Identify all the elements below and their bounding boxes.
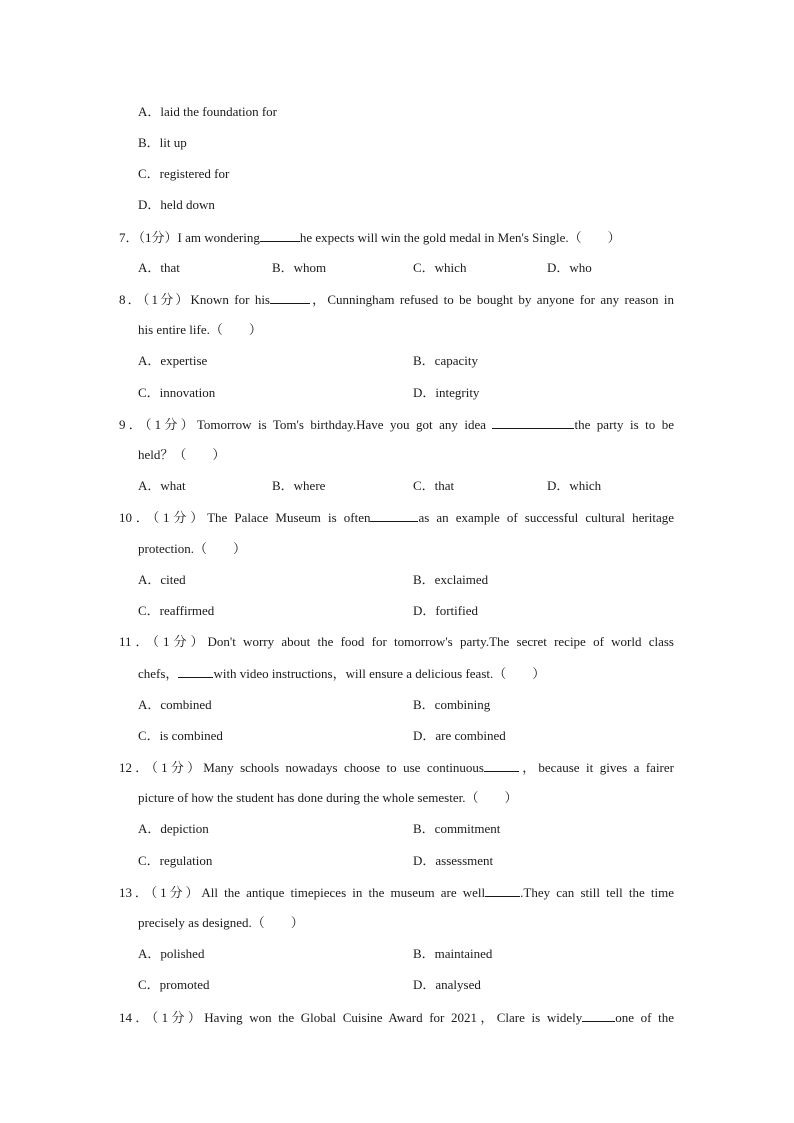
option-c: C．innovation: [138, 385, 216, 400]
option-c: C．is combined: [138, 728, 223, 743]
option-d: D．analysed: [413, 977, 481, 992]
question-11-stem: 11．（1分）Don't worry about the food for tomorrow's party.The secret recipe of world class: [119, 634, 674, 649]
option-c: C．promoted: [138, 977, 210, 992]
option-d: D．who: [547, 260, 592, 275]
option-c: C．regulation: [138, 853, 213, 868]
option-c: C．reaffirmed: [138, 603, 215, 618]
option-a: A．that: [138, 260, 180, 275]
option-b: B．commitment: [413, 821, 501, 836]
question-8-stem: 8．（1分）Known for his ，Cunningham refused to be bought by anyone for any reason in: [119, 292, 674, 307]
option-d: D．assessment: [413, 853, 494, 868]
option-a: A．expertise: [138, 353, 208, 368]
answer-blank: [270, 291, 310, 304]
option-a: A．combined: [138, 697, 212, 712]
option-b: B．combining: [413, 697, 491, 712]
question-10-stem: 10．（1分）The Palace Museum is often as an example of successful cultural heritage: [119, 510, 674, 525]
option-b: B．maintained: [413, 946, 493, 961]
option-b: B．where: [272, 478, 326, 493]
question-9-stem-cont: held？（ ）: [138, 447, 226, 462]
option-b: B．lit up: [138, 135, 187, 150]
option-c: C．registered for: [138, 166, 230, 181]
question-9-stem: 9．（1分）Tomorrow is Tom's birthday.Have you got any idea the party is to be: [119, 417, 674, 432]
option-a: A．laid the foundation for: [138, 104, 277, 119]
answer-blank: [582, 1009, 615, 1022]
question-10-stem-cont: protection.（ ）: [138, 541, 246, 556]
question-12-stem: 12．（1分）Many schools nowadays choose to use continuous ，because it gives a fairer: [119, 760, 674, 775]
question-12-stem-cont: picture of how the student has done during the whole semester.（ ）: [138, 790, 518, 805]
option-a: A．depiction: [138, 821, 209, 836]
option-a: A．what: [138, 478, 186, 493]
option-c: C．which: [413, 260, 467, 275]
question-7-stem: 7．（1分）I am wondering he expects will win the gold medal in Men's Single.（ ）: [119, 230, 621, 245]
question-11-stem-cont: chefs， with video instructions，will ensure a delicious feast.（ ）: [138, 666, 546, 681]
option-d: D．fortified: [413, 603, 478, 618]
option-b: B．exclaimed: [413, 572, 489, 587]
option-d: D．which: [547, 478, 602, 493]
option-a: A．polished: [138, 946, 205, 961]
option-d: D．integrity: [413, 385, 480, 400]
option-b: B．capacity: [413, 353, 478, 368]
answer-blank: [484, 759, 519, 772]
answer-blank: [485, 884, 520, 897]
answer-blank: [178, 665, 213, 678]
answer-blank: [260, 229, 300, 242]
option-b: B．whom: [272, 260, 327, 275]
answer-blank: [370, 509, 418, 522]
option-a: A．cited: [138, 572, 186, 587]
question-8-stem-cont: his entire life.（ ）: [138, 322, 262, 337]
option-d: D．are combined: [413, 728, 506, 743]
option-d: D．held down: [138, 197, 215, 212]
option-c: C．that: [413, 478, 455, 493]
question-13-stem: 13．（1分）All the antique timepieces in the museum are well .They can still tell the time: [119, 885, 674, 900]
question-14-stem: 14．（1分）Having won the Global Cuisine Award for 2021，Clare is widely one of the: [119, 1010, 674, 1025]
answer-blank: [492, 416, 574, 429]
question-13-stem-cont: precisely as designed.（ ）: [138, 915, 304, 930]
